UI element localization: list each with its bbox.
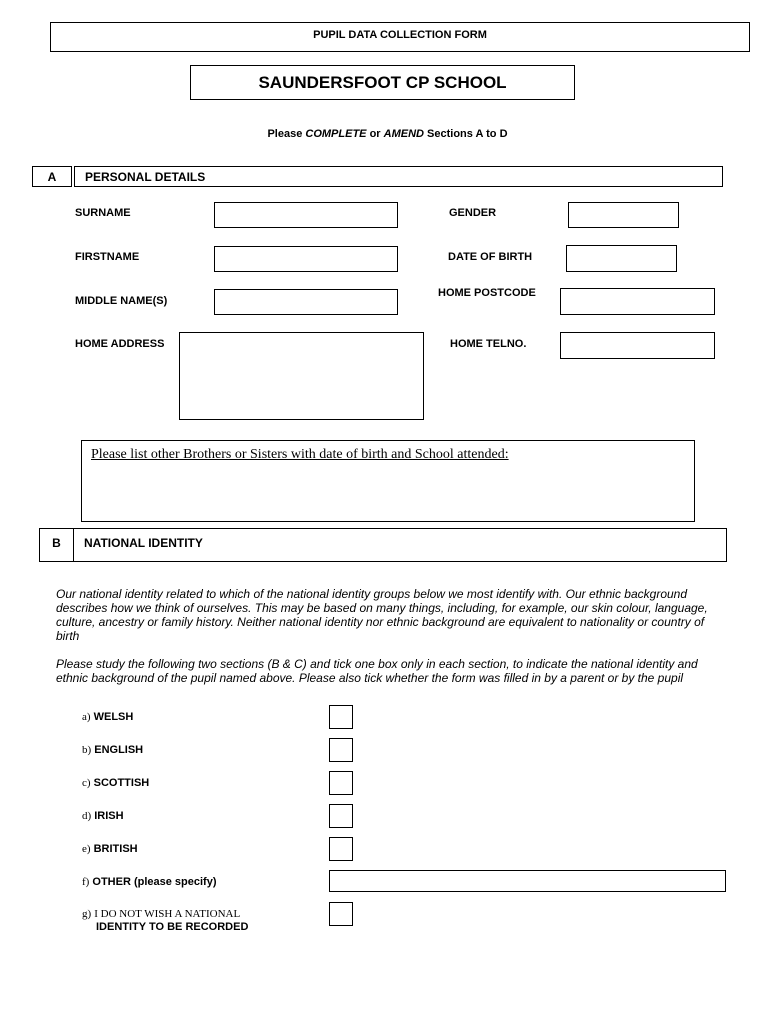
- option-label: IRISH: [94, 810, 124, 822]
- option-prefix: g): [82, 908, 92, 920]
- siblings-label: Please list other Brothers or Sisters with date of birth and School attended:: [91, 447, 509, 462]
- option-label: OTHER (please specify): [92, 876, 217, 888]
- option-prefix: c): [82, 777, 91, 789]
- middle-name-label: MIDDLE NAME(S): [75, 295, 168, 307]
- instruction-suffix: Sections A to D: [423, 128, 508, 140]
- firstname-label: FIRSTNAME: [75, 251, 140, 263]
- dob-label: DATE OF BIRTH: [448, 251, 533, 263]
- section-a-letter: A: [47, 170, 57, 184]
- option-label: BRITISH: [93, 843, 138, 855]
- other-specify-input[interactable]: [329, 870, 726, 892]
- option-label: SCOTTISH: [93, 777, 150, 789]
- option-line2: IDENTITY TO BE RECORDED: [96, 921, 249, 933]
- school-name: SAUNDERSFOOT CP SCHOOL: [258, 73, 507, 92]
- surname-label: SURNAME: [75, 207, 131, 219]
- option-welsh: [82, 711, 133, 723]
- instruction-prefix: Please: [267, 128, 306, 140]
- option-english: [82, 744, 143, 756]
- section-b-letter: B: [52, 536, 61, 550]
- option-prefix: b): [82, 744, 92, 756]
- identity-explanation: Our national identity related to which of the national identity groups below we most identify with. Our ethnic background describes how we think of ourselves. This may be based on many things, including, for example, our skin colour, language, culture, ancestry or family history. Neither national identity nor ethnic background are equivalent to nationality or country of birth: [56, 587, 708, 643]
- section-a-title: PERSONAL DETAILS: [85, 170, 206, 184]
- form-title: PUPIL DATA COLLECTION FORM: [313, 29, 487, 41]
- telno-input[interactable]: [560, 332, 715, 359]
- option-no-identity: [82, 908, 248, 934]
- telno-label: HOME TELNO.: [450, 338, 527, 350]
- address-input[interactable]: [179, 332, 424, 420]
- option-irish: [82, 810, 124, 822]
- option-prefix: a): [82, 711, 91, 723]
- postcode-label: HOME POSTCODE: [438, 287, 536, 299]
- option-other: [82, 876, 216, 888]
- option-line1: I DO NOT WISH A NATIONAL: [94, 908, 241, 920]
- no-identity-checkbox[interactable]: [329, 902, 353, 926]
- irish-checkbox[interactable]: [329, 804, 353, 828]
- firstname-input[interactable]: [214, 246, 398, 272]
- british-checkbox[interactable]: [329, 837, 353, 861]
- section-b-title: NATIONAL IDENTITY: [84, 536, 203, 550]
- gender-input[interactable]: [568, 202, 679, 228]
- welsh-checkbox[interactable]: [329, 705, 353, 729]
- option-label: WELSH: [93, 711, 134, 723]
- option-british: [82, 843, 138, 855]
- dob-input[interactable]: [566, 245, 677, 272]
- instruction-complete: COMPLETE: [305, 128, 367, 140]
- option-label: ENGLISH: [94, 744, 144, 756]
- tick-instructions: Please study the following two sections (B & C) and tick one box only in each section, to indicate the national identity and ethnic background of the pupil named above. Please also tick whether the form was filled in by a parent or by the pupil: [56, 657, 698, 685]
- postcode-input[interactable]: [560, 288, 715, 315]
- english-checkbox[interactable]: [329, 738, 353, 762]
- option-prefix: f): [82, 876, 90, 888]
- option-prefix: e): [82, 843, 91, 855]
- middle-name-input[interactable]: [214, 289, 398, 315]
- surname-input[interactable]: [214, 202, 398, 228]
- instruction-text: [0, 128, 770, 140]
- scottish-checkbox[interactable]: [329, 771, 353, 795]
- instruction-or: or: [366, 128, 384, 140]
- address-label: HOME ADDRESS: [75, 338, 165, 350]
- instruction-amend: AMEND: [383, 128, 424, 140]
- option-prefix: d): [82, 810, 92, 822]
- gender-label: GENDER: [449, 207, 497, 219]
- option-scottish: [82, 777, 149, 789]
